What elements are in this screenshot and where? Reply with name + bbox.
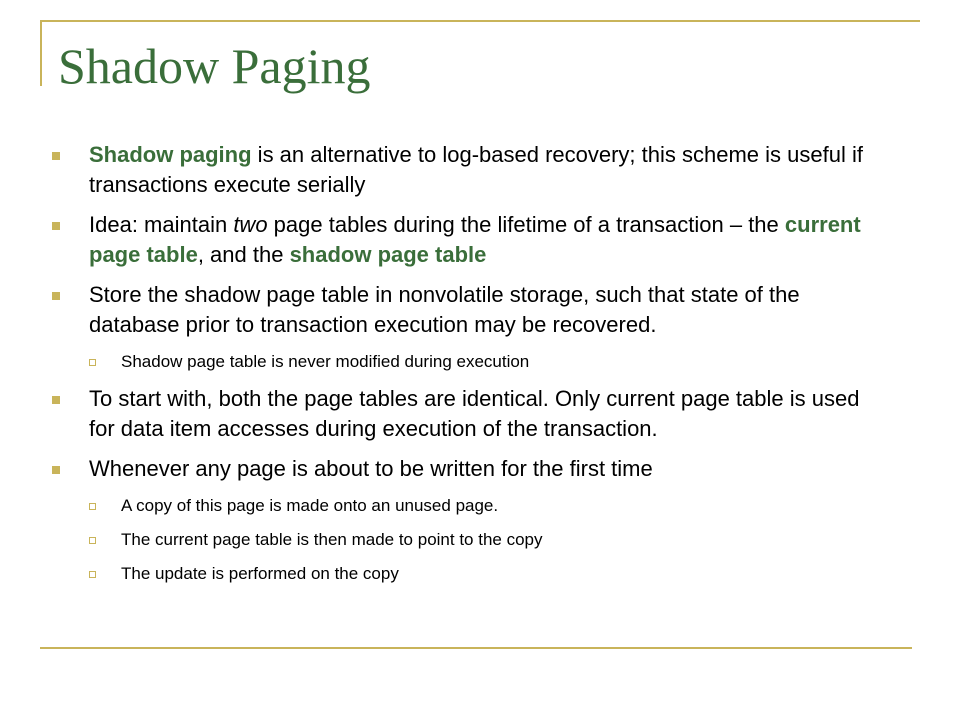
bullet-item-shadow-paging [52, 140, 872, 200]
sub-item [52, 528, 872, 552]
term-shadow-paging: Shadow paging [89, 142, 252, 167]
hollow-square-bullet-icon [89, 359, 96, 366]
bullet-item-store [52, 280, 872, 340]
sub-item [52, 494, 872, 518]
item-text-mid: page tables during the lifetime of a transaction – the [267, 212, 785, 237]
square-bullet-icon [52, 222, 60, 230]
bullet-item-idea [52, 210, 872, 270]
term-current-page-table: current page table [89, 212, 861, 267]
item-text: Store the shadow page table in nonvolatile storage, such that state of the database prior to transaction execution may be recovered. [89, 282, 800, 337]
hollow-square-bullet-icon [89, 537, 96, 544]
sub-item-text: Shadow page table is never modified during execution [121, 352, 530, 371]
square-bullet-icon [52, 152, 60, 160]
bottom-rule [40, 647, 912, 649]
bullet-item-start [52, 384, 872, 444]
item-text-pre: Idea: maintain [89, 212, 234, 237]
emphasis-two: two [233, 212, 268, 237]
sub-item-text: The update is performed on the copy [121, 564, 399, 583]
bullet-item-whenever [52, 454, 872, 484]
square-bullet-icon [52, 466, 60, 474]
hollow-square-bullet-icon [89, 571, 96, 578]
slide-content [52, 140, 872, 596]
item-text: is an alternative to log-based recovery; this scheme is useful if transactions execute serially [89, 142, 863, 197]
item-text: Whenever any page is about to be written for the first time [89, 456, 653, 481]
hollow-square-bullet-icon [89, 503, 96, 510]
item-text: To start with, both the page tables are identical. Only current page table is used for data item accesses during execution of the transaction. [89, 386, 860, 441]
square-bullet-icon [52, 396, 60, 404]
left-rule [40, 20, 42, 86]
item-text-mid2: , and the [197, 242, 290, 267]
top-rule [40, 20, 920, 22]
square-bullet-icon [52, 292, 60, 300]
term-shadow-page-table: shadow page table [289, 242, 487, 267]
sub-item [52, 350, 872, 374]
slide-title: Shadow Paging [58, 38, 371, 94]
sub-item [52, 562, 872, 586]
sub-item-text: A copy of this page is made onto an unused page. [121, 496, 499, 515]
sub-item-text: The current page table is then made to point to the copy [121, 530, 543, 549]
